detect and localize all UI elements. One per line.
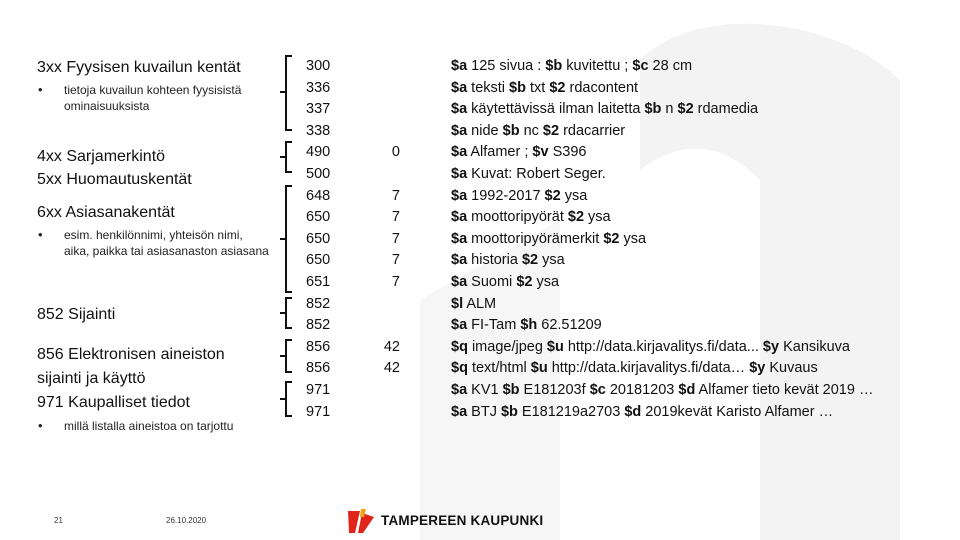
- marc-tag: 490: [306, 144, 331, 161]
- marc-subfield-line: [451, 207, 951, 229]
- marc-tag: 500: [306, 165, 331, 182]
- marc-indicator: 7: [391, 209, 400, 226]
- section-852-title: 852 Sijainti: [37, 306, 116, 323]
- marc-subfield-line: [451, 380, 951, 402]
- tag-column: [306, 56, 346, 423]
- subfield-value: E181219a2703: [517, 403, 625, 420]
- marc-indicator: [360, 294, 400, 316]
- subfield-value: n: [661, 101, 678, 118]
- subfield-value: image/jpeg: [467, 338, 547, 355]
- marc-subfield-line: [451, 229, 951, 251]
- subfield-code: $u: [546, 338, 564, 355]
- marc-tag: 852: [306, 295, 331, 312]
- section-971-title: 971 Kaupalliset tiedot: [37, 394, 190, 411]
- subfield-code: $q: [451, 338, 468, 355]
- marc-subfield-line: [451, 186, 951, 208]
- subfield-value: BTJ: [467, 403, 501, 420]
- page-number: 21: [54, 516, 63, 525]
- subfield-value: ysa: [584, 209, 611, 226]
- subfield-code: $b: [502, 381, 520, 398]
- subfield-value: http://data.kirjavalitys.fi/data…: [547, 360, 750, 377]
- marc-tag: 338: [306, 122, 331, 139]
- subfield-code: $d: [678, 381, 696, 398]
- subfield-code: $a: [451, 230, 468, 247]
- subfield-value: http://data.kirjavalitys.fi/data...: [563, 338, 763, 355]
- marc-indicator: [360, 380, 400, 402]
- subfield-value: 20181203: [605, 381, 679, 398]
- marc-tag: 971: [306, 403, 331, 420]
- subfield-code: $y: [749, 360, 766, 377]
- subfield-value: txt: [525, 79, 550, 96]
- marc-tag: 856: [306, 360, 331, 377]
- subfield-code: $a: [451, 79, 468, 96]
- subfield-code: $2: [549, 79, 566, 96]
- subfield-code: $q: [451, 360, 468, 377]
- marc-indicator: 42: [383, 360, 400, 377]
- subfield-value: rdamedia: [693, 101, 759, 118]
- subfield-value: ysa: [532, 273, 560, 290]
- section-6xx-bullet: • esim. henkilönnimi, yhteisön nimi, aika, paikka tai asiasanaston asiasana: [64, 227, 269, 259]
- section-3xx-bullet: • tietoja kuvailun kohteen fyysisistä ominaisuuksista: [64, 82, 274, 114]
- subfield-value: ysa: [538, 252, 565, 269]
- marc-indicator: 7: [391, 187, 400, 204]
- subfield-value: ysa: [560, 187, 588, 204]
- marc-subfield-line: [451, 99, 951, 121]
- subfield-value: Kuvat: Robert Seger.: [467, 165, 606, 182]
- subfield-code: $a: [451, 101, 468, 118]
- subfield-code: $a: [451, 209, 468, 226]
- marc-subfield-line: [451, 402, 951, 424]
- subfield-value: nc: [519, 122, 543, 139]
- marc-subfield-line: [451, 358, 951, 380]
- marc-indicator: 7: [391, 273, 400, 290]
- subfield-code: $a: [451, 403, 468, 420]
- marc-subfield-line: [451, 142, 951, 164]
- subfield-column: [451, 56, 951, 423]
- subfield-value: Kansikuva: [779, 338, 850, 355]
- marc-subfield-line: [451, 121, 951, 143]
- subfield-value: KV1: [467, 381, 503, 398]
- marc-indicator: [360, 99, 400, 121]
- section-6xx-title: 6xx Asiasanakentät: [37, 204, 175, 221]
- subfield-code: $2: [567, 209, 585, 226]
- subfield-value: käytettävissä ilman laitetta: [467, 101, 645, 118]
- marc-indicator: 7: [391, 252, 400, 269]
- subfield-code: $h: [520, 317, 538, 334]
- subfield-code: $a: [451, 381, 468, 398]
- section-856-title-line1: 856 Elektronisen aineiston: [37, 346, 225, 363]
- marc-indicator: [360, 56, 400, 78]
- subfield-value: S396: [548, 144, 587, 161]
- marc-tag: 300: [306, 58, 331, 74]
- subfield-value: rdacarrier: [559, 122, 626, 139]
- subfield-code: $b: [502, 122, 520, 139]
- subfield-value: moottoripyörämerkit: [467, 230, 604, 247]
- subfield-code: $2: [516, 273, 533, 290]
- subfield-code: $a: [451, 252, 468, 269]
- marc-tag: 856: [306, 338, 331, 355]
- tampere-logo-icon: [346, 507, 376, 535]
- subfield-value: text/html: [467, 360, 531, 377]
- subfield-value: Alfamer ;: [467, 144, 533, 161]
- section-856-title-line2: sijainti ja käyttö: [37, 370, 146, 387]
- subfield-code: $b: [509, 79, 526, 96]
- marc-tag: 650: [306, 252, 331, 269]
- subfield-code: $2: [542, 122, 560, 139]
- marc-indicator: 42: [383, 338, 400, 355]
- subfield-value: Kuvaus: [765, 360, 818, 377]
- marc-subfield-line: [451, 337, 951, 359]
- subfield-code: $2: [521, 252, 539, 269]
- subfield-code: $b: [644, 101, 662, 118]
- section-5xx-title: 5xx Huomautuskentät: [37, 171, 192, 188]
- footer-date: 26.10.2020: [166, 516, 207, 525]
- marc-indicator: [360, 164, 400, 186]
- subfield-code: $b: [500, 403, 518, 420]
- bracket-group: [276, 52, 306, 427]
- marc-subfield-line: [451, 78, 951, 100]
- marc-indicator: [360, 315, 400, 337]
- marc-indicator: [360, 402, 400, 424]
- marc-tag: 337: [306, 101, 331, 118]
- subfield-code: $2: [677, 101, 694, 118]
- subfield-code: $b: [545, 58, 563, 74]
- marc-tag: 650: [306, 230, 331, 247]
- marc-subfield-line: [451, 56, 951, 78]
- subfield-code: $a: [451, 144, 468, 161]
- subfield-code: $v: [532, 144, 549, 161]
- subfield-value: rdacontent: [565, 79, 639, 96]
- subfield-value: 28 cm: [648, 58, 693, 74]
- subfield-value: Alfamer tieto kevät 2019 …: [695, 381, 874, 398]
- subfield-code: $a: [451, 273, 468, 290]
- subfield-code: $2: [603, 230, 620, 247]
- marc-tag: 648: [306, 187, 331, 204]
- marc-subfield-line: [451, 250, 951, 272]
- subfield-value: 62.51209: [537, 317, 602, 334]
- marc-tag: 336: [306, 79, 331, 96]
- subfield-value: moottoripyörät: [467, 209, 568, 226]
- marc-tag: 971: [306, 381, 331, 398]
- subfield-value: kuvitettu ;: [562, 58, 633, 74]
- subfield-code: $d: [624, 403, 642, 420]
- marc-tag: 852: [306, 317, 331, 334]
- marc-indicator: [360, 78, 400, 100]
- section-4xx-title: 4xx Sarjamerkintö: [37, 148, 166, 165]
- subfield-code: $a: [451, 58, 468, 74]
- subfield-value: historia: [467, 252, 522, 269]
- subfield-value: Suomi: [467, 273, 517, 290]
- indicator-column: [360, 56, 400, 423]
- marc-subfield-line: [451, 294, 951, 316]
- subfield-value: teksti: [467, 79, 510, 96]
- subfield-code: $a: [451, 187, 468, 204]
- subfield-value: FI-Tam: [467, 317, 521, 334]
- marc-tag: 650: [306, 209, 331, 226]
- subfield-code: $l: [451, 295, 464, 312]
- marc-subfield-line: [451, 164, 951, 186]
- subfield-code: $a: [451, 122, 468, 139]
- section-3xx-title: 3xx Fyysisen kuvailun kentät: [37, 59, 241, 76]
- subfield-code: $a: [451, 165, 468, 182]
- subfield-code: $u: [530, 360, 548, 377]
- marc-subfield-line: [451, 272, 951, 294]
- marc-subfield-line: [451, 315, 951, 337]
- marc-tag: 651: [306, 273, 331, 290]
- subfield-code: $2: [544, 187, 561, 204]
- marc-indicator: 7: [391, 230, 400, 247]
- subfield-code: $c: [632, 58, 649, 74]
- subfield-value: 2019kevät Karisto Alfamer …: [641, 403, 834, 420]
- subfield-code: $a: [451, 317, 468, 334]
- subfield-code: $y: [762, 338, 780, 355]
- subfield-value: 1992-2017: [467, 187, 545, 204]
- subfield-value: E181203f: [519, 381, 590, 398]
- subfield-value: ysa: [619, 230, 647, 247]
- subfield-value: nide: [467, 122, 503, 139]
- subfield-value: ALM: [463, 295, 497, 312]
- subfield-value: 125 sivua :: [467, 58, 546, 74]
- logo-text: TAMPEREEN KAUPUNKI: [381, 513, 544, 528]
- marc-indicator: 0: [391, 144, 400, 161]
- subfield-code: $c: [589, 381, 606, 398]
- section-971-bullet: • millä listalla aineistoa on tarjottu: [64, 418, 264, 434]
- marc-indicator: [360, 121, 400, 143]
